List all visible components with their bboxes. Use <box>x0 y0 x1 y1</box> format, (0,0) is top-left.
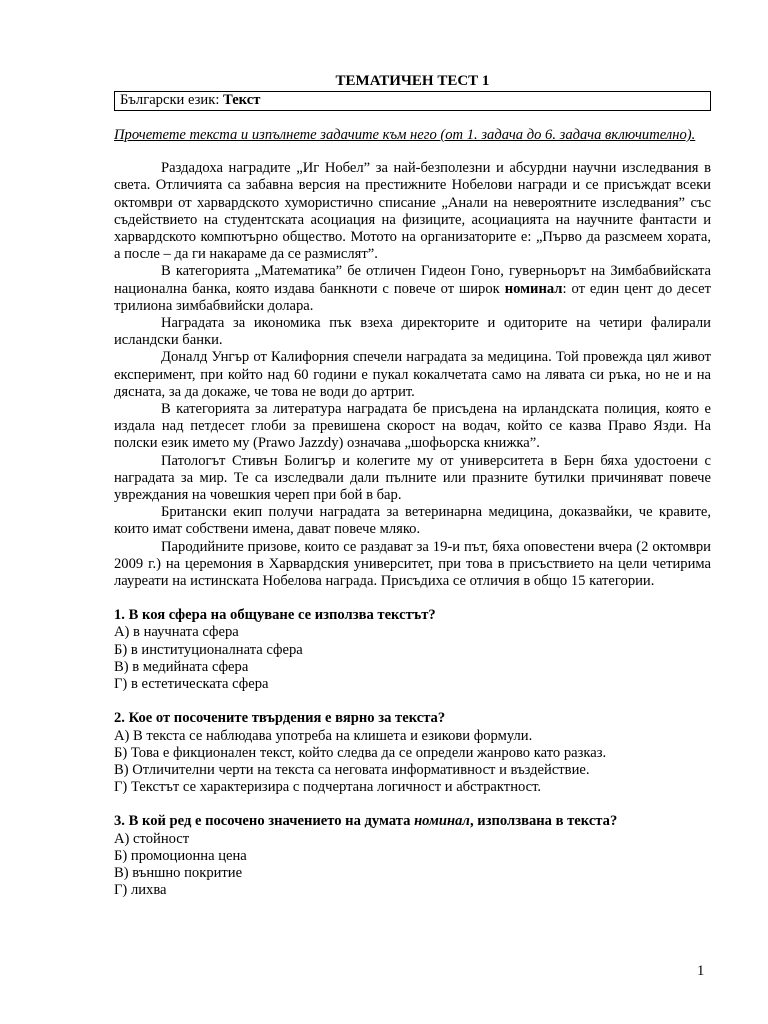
page-number: 1 <box>697 963 705 979</box>
answer-option[interactable]: Б) промоционна цена <box>114 847 247 864</box>
paragraph-2-before: В категорията „Математика” бе отличен Гидеон Гоно, гуверньорът на Зимбабвийската национална банка, която издава банкноти с повече от широк <box>114 263 711 297</box>
paragraph-8: Пародийните призове, които се раздават за 19-и път, бяха оповестени вчера (2 октомври 2009 г.) на церемония в Харвардския университет, при това в присъствието на цели четирима лауреати на истинската Нобелова награда. Присъдиха се отличия в общо 15 категории. <box>114 538 711 590</box>
question-3-title-after: , използвана в текста? <box>469 813 618 830</box>
answer-option[interactable]: А) В текста се наблюдава употреба на клишета и езикови формули. <box>114 727 533 744</box>
answer-option[interactable]: Г) лихва <box>114 882 167 899</box>
answer-option[interactable]: Б) Това е фикционален текст, който следва да се определи жанрово като разказ. <box>114 744 607 761</box>
answer-option[interactable]: А) стойност <box>114 830 190 847</box>
question-title: 1. В коя сфера на общуване се използва текстът? <box>114 607 436 624</box>
answer-option[interactable]: В) външно покритие <box>114 864 243 881</box>
answer-option[interactable]: Б) в институционалната сфера <box>114 641 303 658</box>
paragraph-2 <box>114 263 711 315</box>
subject-value: Текст <box>223 92 261 108</box>
answer-option[interactable]: В) Отличителни черти на текста са неговата информативност и въздействие. <box>114 761 590 778</box>
question-3-title-italic: номинал <box>414 813 470 830</box>
paragraph-5: В категорията за литература наградата бе присъдена на ирландската полиция, която е издала над петдесет глоби за превишена скорост на водач, който се казва Право Язди. На полски език името му (Prawo Jazzdy) означава „шофьорска книжка”. <box>114 401 711 452</box>
subject-box <box>114 91 711 111</box>
paragraph-2-after: : от един цент до десет трилиона зимбабвийски долара. <box>114 280 711 314</box>
question-2 <box>114 710 711 796</box>
document-page <box>114 73 711 899</box>
answer-option[interactable]: Г) в естетическата сфера <box>114 676 269 693</box>
instruction-text: Прочетете текста и изпълнете задачите към него (от 1. задача до 6. задача включително). <box>114 127 696 143</box>
paragraph-4: Доналд Унгър от Калифорния спечели наградата за медицина. Той провежда цял живот експеримент, при който над 60 години е пукал кокалчетата само на лявата си ръка, но не и на дясната, за да докаже, че това не води до артрит. <box>114 349 711 400</box>
paragraph-2-bold: номинал <box>504 280 563 297</box>
question-1 <box>114 607 711 693</box>
subject-label: Български език: <box>120 92 220 108</box>
test-title: ТЕМАТИЧЕН ТЕСТ 1 <box>335 73 490 89</box>
answer-option[interactable]: А) в научната сфера <box>114 624 239 641</box>
question-title <box>114 813 711 830</box>
article-text <box>114 160 711 590</box>
answer-option[interactable]: В) в медийната сфера <box>114 658 249 675</box>
question-3-title-before: 3. В кой ред е посочено значението на думата <box>114 813 415 830</box>
paragraph-6: Патологът Стивън Болигър и колегите му от университета в Берн бяха удостоени с наградата за мир. Те са изследвали дали пълните или празните бутилки причиняват повече увреждания на човешкия череп при бой в бар. <box>114 452 711 504</box>
paragraph-7: Британски екип получи наградата за ветеринарна медицина, доказвайки, че кравите, които имат собствени имена, дават повече мляко. <box>114 504 711 538</box>
question-title: 2. Кое от посочените твърдения е вярно за текста? <box>114 710 446 727</box>
paragraph-1: Раздадоха наградите „Иг Нобел” за най-безполезни и абсурдни научни изследвания в света. Отличията са забавна версия на престижните Нобелови награди и се присъждат всеки октомври от харвардското хумористично списание „Анали на невероятните изследвания” със съдействието на студентската асоциация на физиците, асоциацията на научните фантасти и харвардското компютърно общество. Мотото на организаторите е: „Първо да разсмеем хората, а после – да ги накараме да се размислят”. <box>114 160 711 263</box>
question-3 <box>114 813 711 899</box>
paragraph-3: Наградата за икономика пък взеха директорите и одиторите на четири фалирали исландски банки. <box>114 315 711 349</box>
answer-option[interactable]: Г) Текстът се характеризира с подчертана логичност и абстрактност. <box>114 779 542 796</box>
